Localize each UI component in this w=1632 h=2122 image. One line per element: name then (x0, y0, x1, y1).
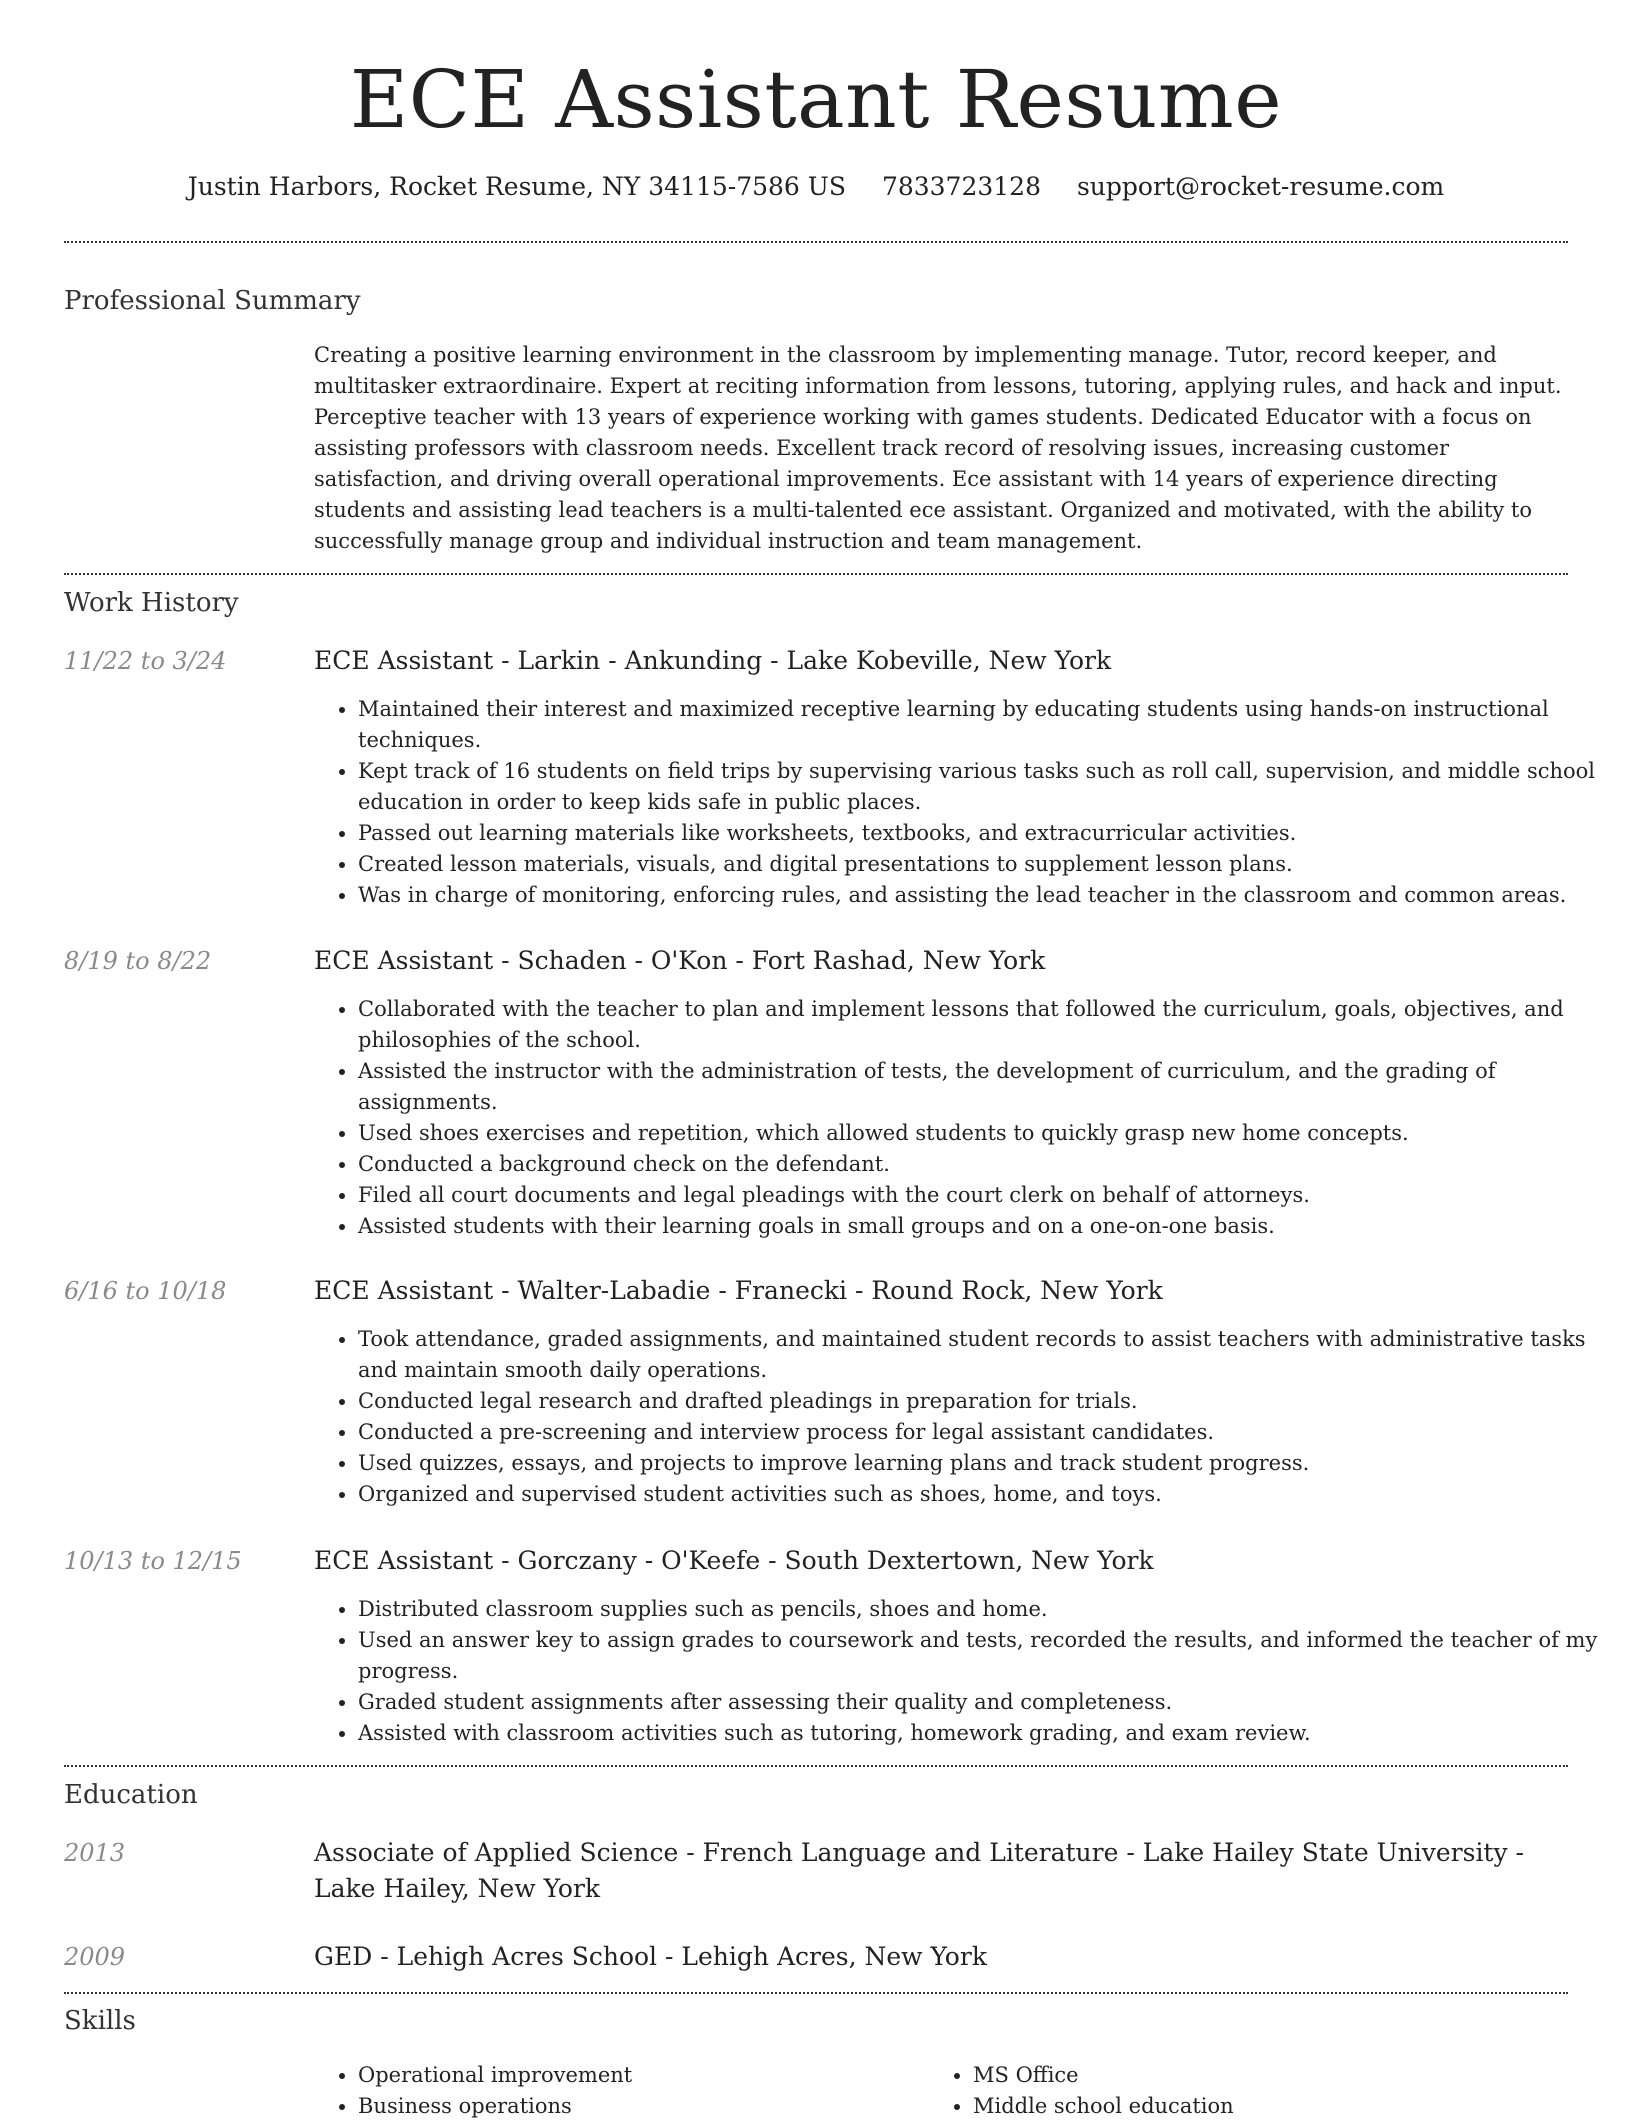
job-bullet: • Was in charge of monitoring, enforcing rules, and assisting the lead teacher in the classroom and common areas. (358, 880, 1612, 911)
job-dates: 11/22 to 3/24 (64, 647, 227, 675)
job-bullet: • Assisted the instructor with the administration of tests, the development of curriculum, and the grading of assignments. (358, 1056, 1612, 1118)
job-bullet: • Kept track of 16 students on field trips by supervising various tasks such as roll call, supervision, and middle school education in order to keep kids safe in public places. (358, 756, 1612, 818)
job-bullet: • Maintained their interest and maximized receptive learning by educating students using hands-on instructional techniques. (358, 694, 1612, 756)
job-title: ECE Assistant - Walter-Labadie - Franecki - Round Rock, New York (314, 1276, 1163, 1305)
job-bullet: • Assisted students with their learning goals in small groups and on a one-on-one basis. (358, 1211, 1612, 1242)
job-bullet: • Assisted with classroom activities such as tutoring, homework grading, and exam review. (358, 1718, 1612, 1749)
job-bullet: • Conducted legal research and drafted pleadings in preparation for trials. (358, 1386, 1612, 1417)
job-dates: 8/19 to 8/22 (64, 947, 212, 975)
section-divider (64, 241, 1568, 243)
skills-list-left (314, 2060, 928, 2122)
job-bullet: • Created lesson materials, visuals, and digital presentations to supplement lesson plans. (358, 849, 1612, 880)
contact-phone: 7833723128 (881, 172, 1041, 201)
skill-item: • Business operations (358, 2091, 928, 2122)
job-bullet: • Conducted a pre-screening and interview process for legal assistant candidates. (358, 1417, 1612, 1448)
job-bullets (314, 1594, 1612, 1749)
skill-item: • Operational improvement (358, 2060, 928, 2091)
education-title: GED - Lehigh Acres School - Lehigh Acres, New York (314, 1942, 987, 1971)
job-bullet: • Graded student assignments after assessing their quality and completeness. (358, 1687, 1612, 1718)
education-title: Associate of Applied Science - French Language and Literature - Lake Hailey State University - Lake Hailey, New York (314, 1838, 1524, 1903)
work-history-heading: Work History (64, 588, 239, 618)
job-bullet: • Used shoes exercises and repetition, which allowed students to quickly grasp new home concepts. (358, 1118, 1612, 1149)
contact-line (0, 170, 1632, 204)
job-dates: 6/16 to 10/18 (64, 1277, 227, 1305)
education-heading: Education (64, 1780, 198, 1810)
job-bullet: • Collaborated with the teacher to plan and implement lessons that followed the curriculum, goals, objectives, and philosophies of the school. (358, 994, 1612, 1056)
job-bullets (314, 694, 1612, 911)
skill-item: • Middle school education (973, 2091, 1573, 2122)
job-bullet: • Used quizzes, essays, and projects to improve learning plans and track student progress. (358, 1448, 1612, 1479)
contact-address: Justin Harbors, Rocket Resume, NY 34115-7586 US (187, 172, 846, 201)
summary-text: Creating a positive learning environment in the classroom by implementing manage. Tutor, record keeper, and multitasker extraordinaire. Expert at reciting information from lessons, tutoring, applying rules, and hack and input. Perceptive teacher with 13 years of experience working with games students. Dedicated Educator with a focus on assisting professors with classroom needs. Excellent track record of resolving issues, increasing customer satisfaction, and driving overall operational improvements. Ece assistant with 14 years of experience directing students and assisting lead teachers is a multi-talented ece assistant. Organized and motivated, with the ability to successfully manage group and individual instruction and team management. (314, 343, 1562, 553)
skill-item: • MS Office (973, 2060, 1573, 2091)
job-bullets (314, 994, 1612, 1242)
education-year: 2013 (64, 1839, 126, 1867)
resume-title: ECE Assistant Resume (349, 53, 1283, 146)
contact-email[interactable]: support@rocket-resume.com (1076, 172, 1445, 201)
job-bullet: • Used an answer key to assign grades to coursework and tests, recorded the results, and informed the teacher of my progress. (358, 1625, 1612, 1687)
job-bullet: • Conducted a background check on the defendant. (358, 1149, 1612, 1180)
education-year: 2009 (64, 1943, 126, 1971)
job-dates: 10/13 to 12/15 (64, 1547, 242, 1575)
section-divider (64, 1765, 1568, 1767)
job-title: ECE Assistant - Gorczany - O'Keefe - South Dextertown, New York (314, 1546, 1154, 1575)
job-bullet: • Passed out learning materials like worksheets, textbooks, and extracurricular activities. (358, 818, 1612, 849)
job-title: ECE Assistant - Schaden - O'Kon - Fort Rashad, New York (314, 946, 1046, 975)
skills-heading: Skills (64, 2006, 136, 2036)
job-bullet: • Organized and supervised student activities such as shoes, home, and toys. (358, 1479, 1612, 1510)
job-bullet: • Distributed classroom supplies such as pencils, shoes and home. (358, 1594, 1612, 1625)
job-title: ECE Assistant - Larkin - Ankunding - Lake Kobeville, New York (314, 646, 1112, 675)
job-bullet: • Took attendance, graded assignments, and maintained student records to assist teachers with administrative tasks and maintain smooth daily operations. (358, 1324, 1612, 1386)
section-divider (64, 573, 1568, 575)
job-bullets (314, 1324, 1612, 1510)
summary-heading: Professional Summary (64, 286, 361, 316)
job-bullet: • Filed all court documents and legal pleadings with the court clerk on behalf of attorneys. (358, 1180, 1612, 1211)
skills-list-right (929, 2060, 1573, 2122)
section-divider (64, 1992, 1568, 1994)
